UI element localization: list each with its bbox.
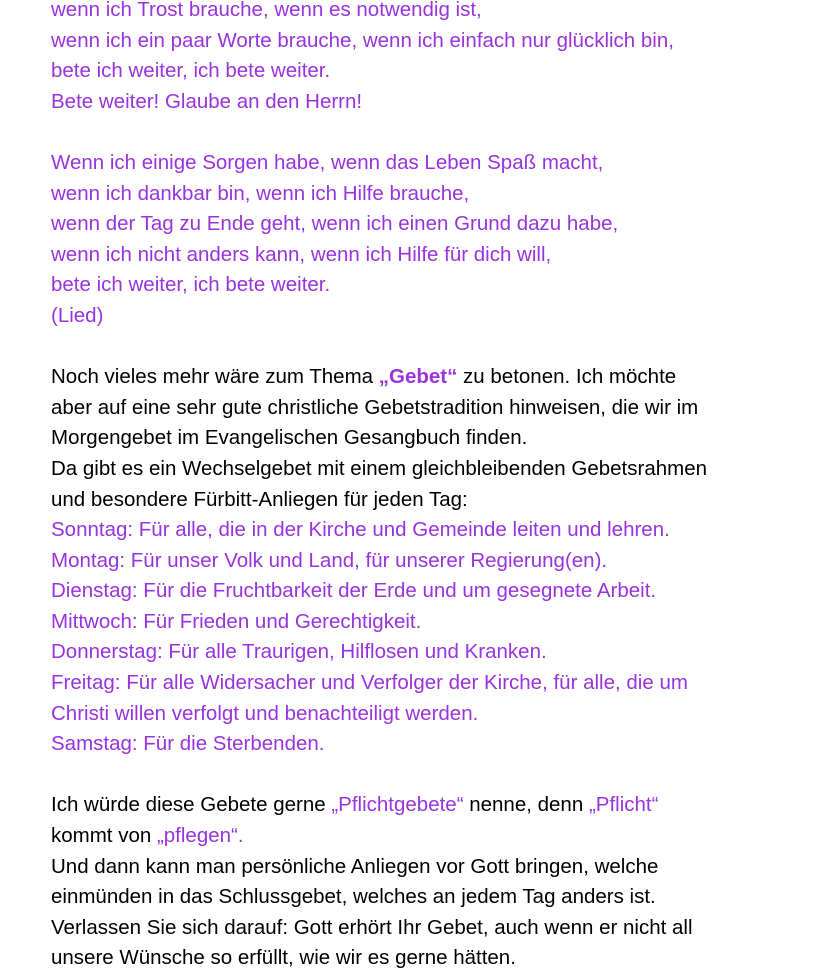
song-stanza-2 bbox=[51, 148, 811, 332]
highlight-term-pflichtgebete: „Pflichtgebete“ bbox=[331, 793, 464, 817]
paragraph-line: und besondere Fürbitt-Anliegen für jeden Tag: bbox=[51, 487, 468, 511]
weekday-item-dienstag: Dienstag: Für die Fruchtbarkeit der Erde und um gesegnete Arbeit. bbox=[51, 579, 657, 603]
paragraph-spacer bbox=[51, 332, 811, 363]
paragraph-line bbox=[51, 362, 811, 393]
weekday-item-samstag: Samstag: Für die Sterbenden. bbox=[51, 732, 325, 756]
paragraph-spacer bbox=[51, 117, 811, 148]
song-line: wenn der Tag zu Ende geht, wenn ich einen Grund dazu habe, bbox=[51, 212, 619, 236]
paragraph-line bbox=[51, 790, 811, 821]
song-line: wenn ich dankbar bin, wenn ich Hilfe brauche, bbox=[51, 181, 470, 205]
text-run: kommt von bbox=[51, 824, 157, 848]
paragraph-line: Und dann kann man persönliche Anliegen vor Gott bringen, welche bbox=[51, 854, 659, 878]
weekday-item-montag: Montag: Für unser Volk und Land, für unserer Regierung(en). bbox=[51, 548, 608, 572]
paragraph-line: unsere Wünsche so erfüllt, wie wir es gerne hätten. bbox=[51, 946, 516, 970]
paragraph-line: aber auf eine sehr gute christliche Gebetstradition hinweisen, die wir im bbox=[51, 395, 699, 419]
text-run: zu betonen. Ich möchte bbox=[457, 365, 677, 389]
song-line: Wenn ich einige Sorgen habe, wenn das Leben Spaß macht, bbox=[51, 150, 604, 174]
song-stanza-1 bbox=[51, 0, 811, 117]
song-line: wenn ich nicht anders kann, wenn ich Hilfe für dich will, bbox=[51, 242, 552, 266]
paragraph-pflichtgebete bbox=[51, 790, 811, 974]
highlight-term-gebet: „Gebet“ bbox=[378, 365, 458, 389]
highlight-term-pflegen: „pflegen“. bbox=[156, 824, 244, 848]
song-line: Bete weiter! Glaube an den Herrn! bbox=[51, 89, 363, 113]
weekday-item-freitag-continued: Christi willen verfolgt und benachteiligt werden. bbox=[51, 701, 479, 725]
paragraph-line: einmünden in das Schlussgebet, welches an jedem Tag anders ist. bbox=[51, 885, 656, 909]
paragraph-line: Morgengebet im Evangelischen Gesangbuch finden. bbox=[51, 426, 528, 450]
text-run: nenne, denn bbox=[463, 793, 589, 817]
paragraph-line: Verlassen Sie sich darauf: Gott erhört Ihr Gebet, auch wenn er nicht all bbox=[51, 915, 693, 939]
song-source-label: (Lied) bbox=[51, 303, 104, 327]
weekday-item-donnerstag: Donnerstag: Für alle Traurigen, Hilflosen und Kranken. bbox=[51, 640, 547, 664]
paragraph-line bbox=[51, 821, 811, 852]
song-line: bete ich weiter, ich bete weiter. bbox=[51, 273, 331, 297]
weekday-item-freitag: Freitag: Für alle Widersacher und Verfolger der Kirche, für alle, die um bbox=[51, 671, 688, 695]
weekday-intercessions-list bbox=[51, 515, 811, 760]
song-line: bete ich weiter, ich bete weiter. bbox=[51, 59, 331, 83]
weekday-item-sonntag: Sonntag: Für alle, die in der Kirche und Gemeinde leiten und lehren. bbox=[51, 518, 670, 542]
text-run: Ich würde diese Gebete gerne bbox=[51, 793, 332, 817]
song-line: wenn ich Trost brauche, wenn es notwendig ist, bbox=[51, 0, 482, 21]
weekday-item-mittwoch: Mittwoch: Für Frieden und Gerechtigkeit. bbox=[51, 609, 422, 633]
text-run: Noch vieles mehr wäre zum Thema bbox=[51, 365, 379, 389]
paragraph-prayer-tradition bbox=[51, 362, 811, 515]
song-line: wenn ich ein paar Worte brauche, wenn ich einfach nur glücklich bin, bbox=[51, 28, 674, 52]
paragraph-line: Da gibt es ein Wechselgebet mit einem gleichbleibenden Gebetsrahmen bbox=[51, 456, 708, 480]
highlight-term-pflicht: „Pflicht“ bbox=[588, 793, 659, 817]
paragraph-spacer bbox=[51, 760, 811, 791]
document-page bbox=[51, 0, 811, 974]
